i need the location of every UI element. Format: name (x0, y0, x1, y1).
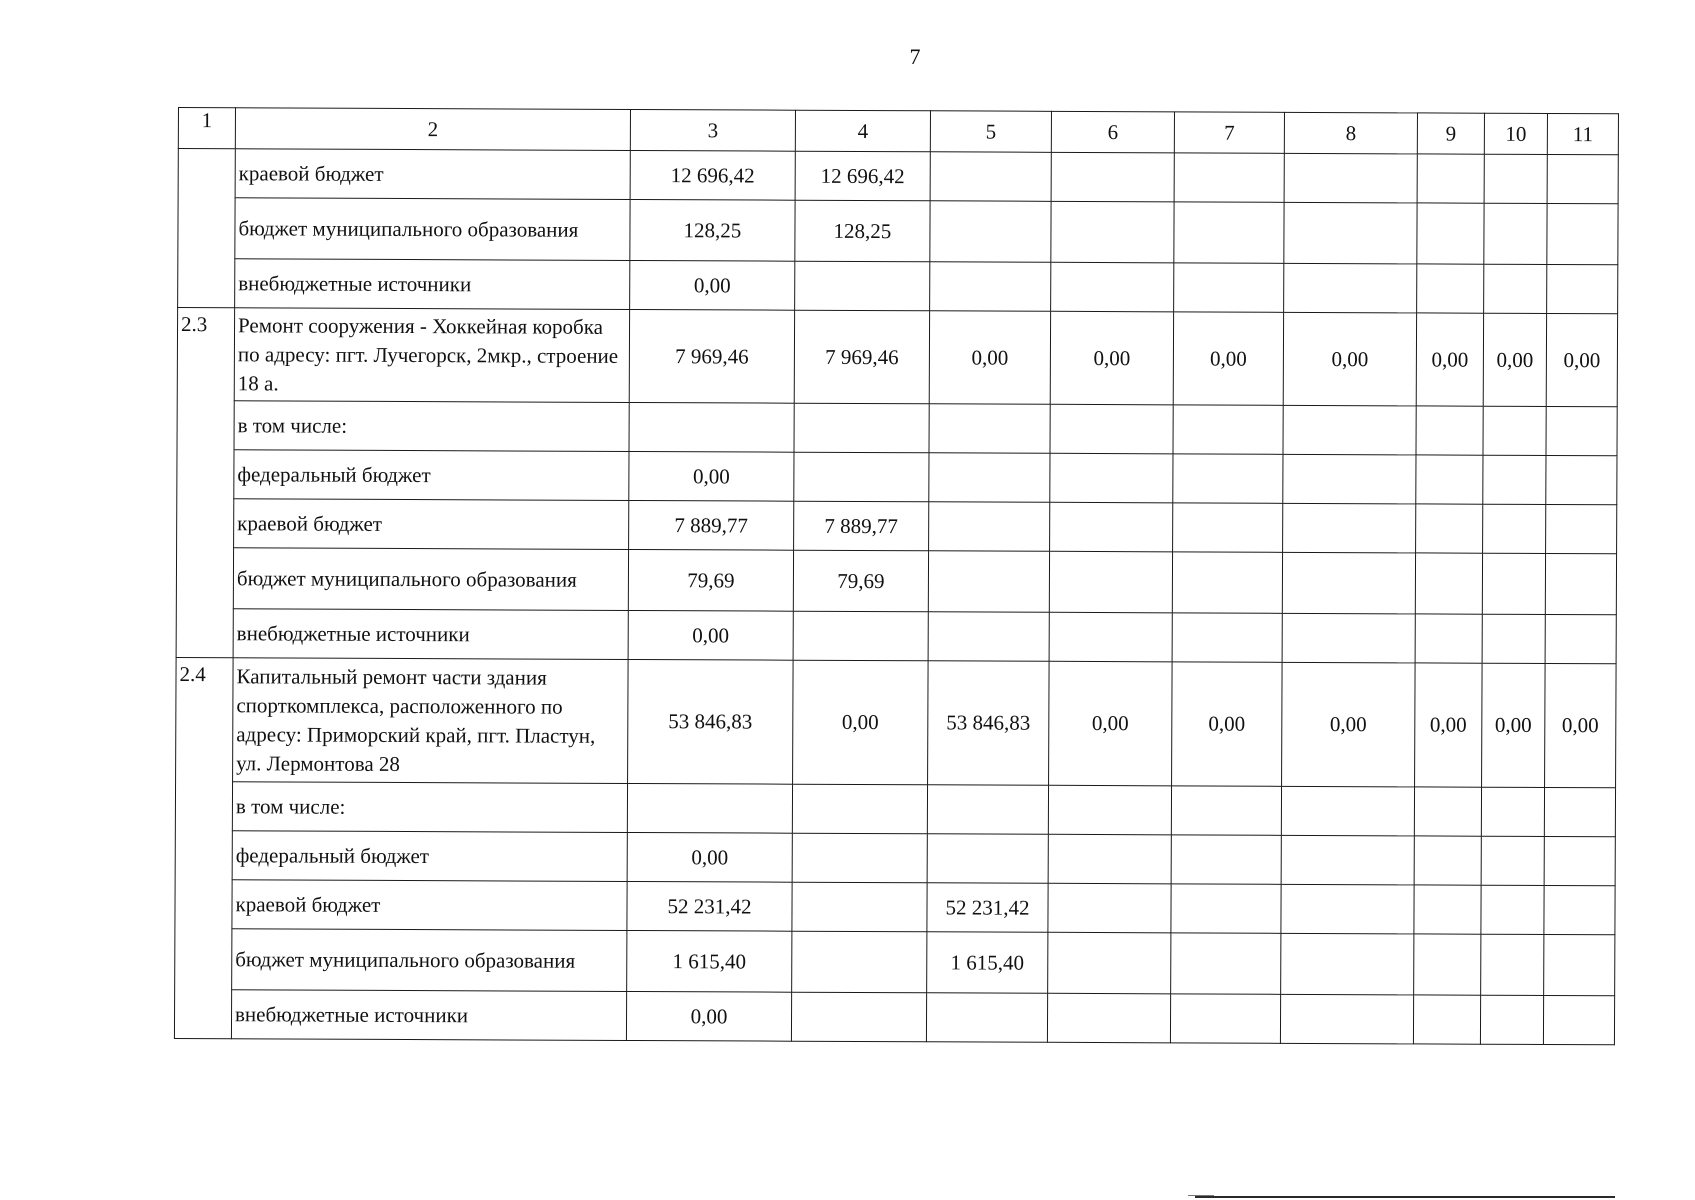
cell-col4: 7 889,77 (794, 501, 929, 551)
cell-col3: 7 969,46 (629, 309, 794, 403)
cell-col3: 79,69 (628, 549, 793, 611)
row-label: краевой бюджет (232, 880, 627, 931)
cell-col6: 0,00 (1049, 661, 1173, 786)
footer-rule (1195, 1196, 1615, 1198)
item-number: 2.3 (176, 308, 235, 658)
row-label: бюджет муниципального образования (232, 929, 627, 992)
cell-col8: 0,00 (1282, 662, 1416, 787)
cell-col9: 0,00 (1415, 663, 1483, 787)
cell-col10: 0,00 (1482, 663, 1546, 787)
cell-col5 (926, 993, 1047, 1043)
cell-col3: 52 231,42 (627, 881, 792, 931)
table-row (177, 498, 1617, 553)
cell-col5: 52 231,42 (927, 883, 1048, 933)
row-label: федеральный бюджет (232, 831, 627, 882)
table-row (176, 657, 1617, 787)
cell-col4 (794, 452, 929, 502)
cell-col3: 128,25 (630, 199, 795, 261)
column-header: 4 (795, 110, 930, 152)
cell-col4 (791, 992, 926, 1042)
column-header: 9 (1417, 113, 1484, 154)
row-label: краевой бюджет (235, 149, 630, 200)
item-number-cell (178, 149, 236, 308)
cell-col5: 1 615,40 (927, 932, 1048, 994)
row-label: внебюджетные источники (233, 609, 628, 660)
cell-col5: 53 846,83 (928, 661, 1050, 786)
cell-col3: 0,00 (629, 451, 794, 501)
table-row (178, 198, 1618, 265)
column-header: 6 (1051, 111, 1174, 153)
cell-col3: 7 889,77 (629, 500, 794, 550)
column-header: 7 (1174, 112, 1284, 153)
table-row (177, 308, 1617, 407)
page-number: 7 (909, 44, 921, 69)
table-row (175, 928, 1615, 995)
table-row (177, 449, 1617, 504)
table-row (175, 830, 1615, 885)
table-header-row (178, 108, 1618, 155)
row-label: внебюджетные источники (235, 259, 630, 310)
cell-col8: 0,00 (1283, 312, 1416, 406)
budget-table (174, 107, 1619, 1045)
table-row (177, 400, 1617, 455)
column-header: 10 (1484, 113, 1547, 154)
cell-col11: 0,00 (1545, 663, 1617, 787)
row-label: бюджет муниципального образования (233, 548, 628, 611)
cell-col3: 0,00 (626, 991, 791, 1041)
column-header: 11 (1547, 113, 1618, 154)
cell-col4: 128,25 (795, 200, 930, 262)
table-row (175, 781, 1615, 836)
cell-col5 (928, 551, 1049, 613)
table-row (174, 989, 1614, 1044)
cell-col5: 0,00 (929, 311, 1050, 405)
cell-col4 (792, 833, 927, 883)
row-label: краевой бюджет (234, 499, 629, 550)
cell-col4 (795, 261, 930, 311)
table-row (176, 608, 1616, 663)
table-row (178, 149, 1618, 204)
table-row (178, 259, 1618, 314)
cell-col5 (929, 502, 1050, 552)
cell-col3: 0,00 (627, 832, 792, 882)
column-header: 5 (930, 111, 1051, 153)
cell-col7: 0,00 (1173, 312, 1283, 405)
row-label: внебюджетные источники (231, 990, 626, 1041)
cell-col4 (792, 882, 927, 932)
column-header: 3 (630, 109, 795, 151)
column-header: 1 (178, 108, 235, 149)
cell-col11: 0,00 (1546, 313, 1617, 406)
cell-col3: 1 615,40 (627, 930, 792, 992)
cell-col3: 0,00 (630, 260, 795, 310)
row-label: бюджет муниципального образования (235, 198, 630, 261)
cell-col7: 0,00 (1172, 662, 1283, 786)
cell-col3: 0,00 (628, 610, 793, 660)
table-row (176, 547, 1616, 614)
item-number: 2.4 (174, 657, 233, 1038)
cell-col5 (929, 453, 1050, 503)
cell-col4 (792, 931, 927, 993)
cell-col3: 53 846,83 (628, 659, 794, 784)
item-title: Ремонт сооружения - Хоккейная коробка по адресу: пгт. Лучегорск, 2мкр., строение 18 а. (234, 308, 629, 403)
cell-col4: 7 969,46 (794, 310, 929, 404)
table-row (175, 879, 1615, 934)
cell-col4: 0,00 (793, 660, 929, 785)
column-header: 2 (235, 108, 630, 151)
cell-col4: 79,69 (793, 550, 928, 612)
row-label: в том числе: (232, 782, 627, 833)
cell-col6: 0,00 (1050, 311, 1173, 405)
cell-col10: 0,00 (1483, 313, 1546, 406)
row-label: в том числе: (234, 401, 629, 452)
cell-col3: 12 696,42 (630, 150, 795, 200)
cell-col9: 0,00 (1416, 313, 1483, 406)
cell-col4: 12 696,42 (795, 151, 930, 201)
cell-col5 (927, 834, 1048, 884)
cell-col4 (793, 611, 928, 661)
item-title: Капитальный ремонт части здания спорткомплекса, расположенного по адресу: Приморский край, пгт. Пластун, ул. Лермонтова 28 (233, 658, 629, 784)
row-label: федеральный бюджет (234, 450, 629, 501)
cell-col5 (928, 612, 1049, 662)
column-header: 8 (1284, 112, 1417, 154)
